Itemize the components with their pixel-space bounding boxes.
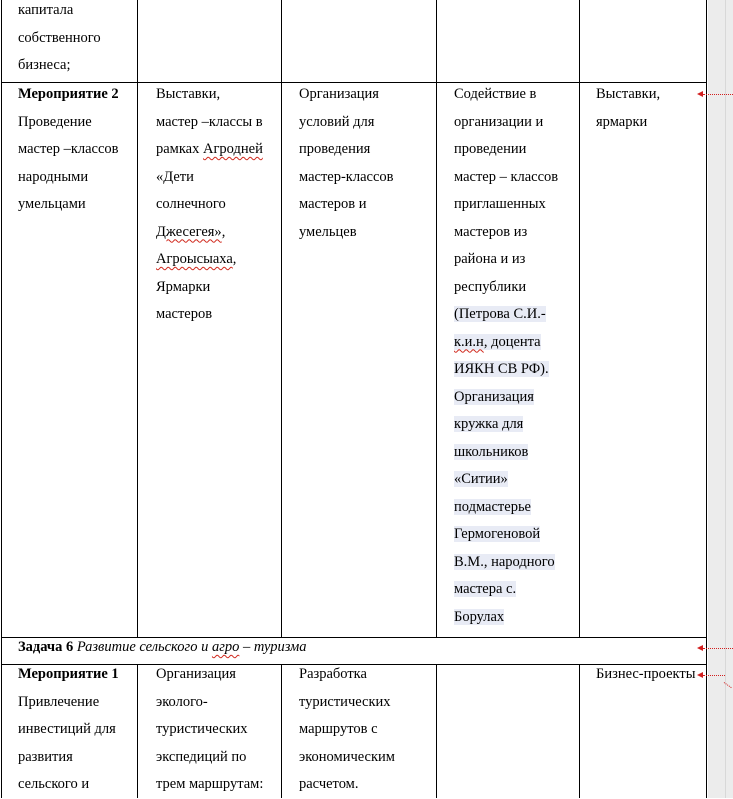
activity-title: Мероприятие 2 bbox=[18, 86, 119, 102]
comment-leader-line[interactable] bbox=[703, 648, 733, 649]
comment-leader-line[interactable] bbox=[703, 675, 725, 676]
activity-title: Мероприятие 1 bbox=[18, 666, 119, 682]
column-divider-2 bbox=[281, 0, 282, 637]
comment-highlight: ИЯКН СВ РФ). bbox=[454, 361, 549, 377]
comment-highlight: Гермогеновой bbox=[454, 526, 541, 542]
comment-highlight: «Ситии» bbox=[454, 471, 508, 487]
comment-highlight: подмастерье bbox=[454, 498, 531, 515]
cell-r1-c2: Выставки, мастер –классы в рамках Агродней «Дети солнечного Джесегея», Агроысыаха, Ярмарки мастеров bbox=[156, 86, 263, 322]
comment-highlight: Организация bbox=[454, 388, 534, 405]
cell-r3-c5: Бизнес-проекты bbox=[596, 666, 696, 682]
comment-highlight: (Петрова С.И.- bbox=[454, 306, 546, 322]
column-divider-1 bbox=[137, 0, 138, 637]
cell-r3-c2: Организация эколого- туристических экспедиций по трем маршрутам: bbox=[156, 666, 264, 792]
markup-pane bbox=[708, 0, 733, 798]
column-divider-3 bbox=[436, 0, 437, 637]
cell-r1-c4: Содействие в организации и проведении мастер – классов приглашенных мастеров из района и из республики (Петрова С.И.- к.и.н, доцента ИЯКН СВ РФ). Организация кружка для школьников «Ситии» подмастерье Гермогеновой В.М., народного мастера с. Борулах bbox=[454, 86, 559, 625]
cell-r1-c1: Мероприятие 2 Проведение мастер –классов народными умельцами bbox=[18, 86, 119, 212]
column-divider-2-lower bbox=[281, 664, 282, 798]
task-label: Задача 6 bbox=[18, 639, 77, 655]
cell-r3-c3: Разработка туристических маршрутов с экономическим расчетом. bbox=[299, 666, 395, 792]
column-divider-4 bbox=[579, 0, 580, 637]
markup-pane-divider bbox=[725, 0, 726, 798]
comment-highlight: к.и.н bbox=[454, 333, 484, 350]
cell-r3-c1: Мероприятие 1 Привлечение инвестиций для развития сельского и bbox=[18, 666, 119, 792]
comment-highlight: Борулах bbox=[454, 608, 505, 625]
table-border-left bbox=[1, 0, 2, 798]
comment-highlight: школьников bbox=[454, 443, 529, 460]
comment-highlight: мастера с. bbox=[454, 581, 517, 597]
column-divider-3-lower bbox=[436, 664, 437, 798]
cell-r0-c1: капитала собственного бизнеса; bbox=[18, 2, 101, 73]
cell-r1-c5: Выставки, ярмарки bbox=[596, 86, 661, 130]
comment-highlight: В.М., народного bbox=[454, 553, 555, 570]
table-border-right bbox=[706, 0, 707, 798]
column-divider-1-lower bbox=[137, 664, 138, 798]
comment-leader-line[interactable] bbox=[703, 94, 733, 95]
column-divider-4-lower bbox=[579, 664, 580, 798]
cell-r1-c3: Организация условий для проведения мастер-классов мастеров и умельцев bbox=[299, 86, 394, 240]
task-6-row: Задача 6 Развитие сельского и агро – туризма bbox=[18, 639, 307, 655]
comment-highlight: кружка для bbox=[454, 416, 524, 432]
